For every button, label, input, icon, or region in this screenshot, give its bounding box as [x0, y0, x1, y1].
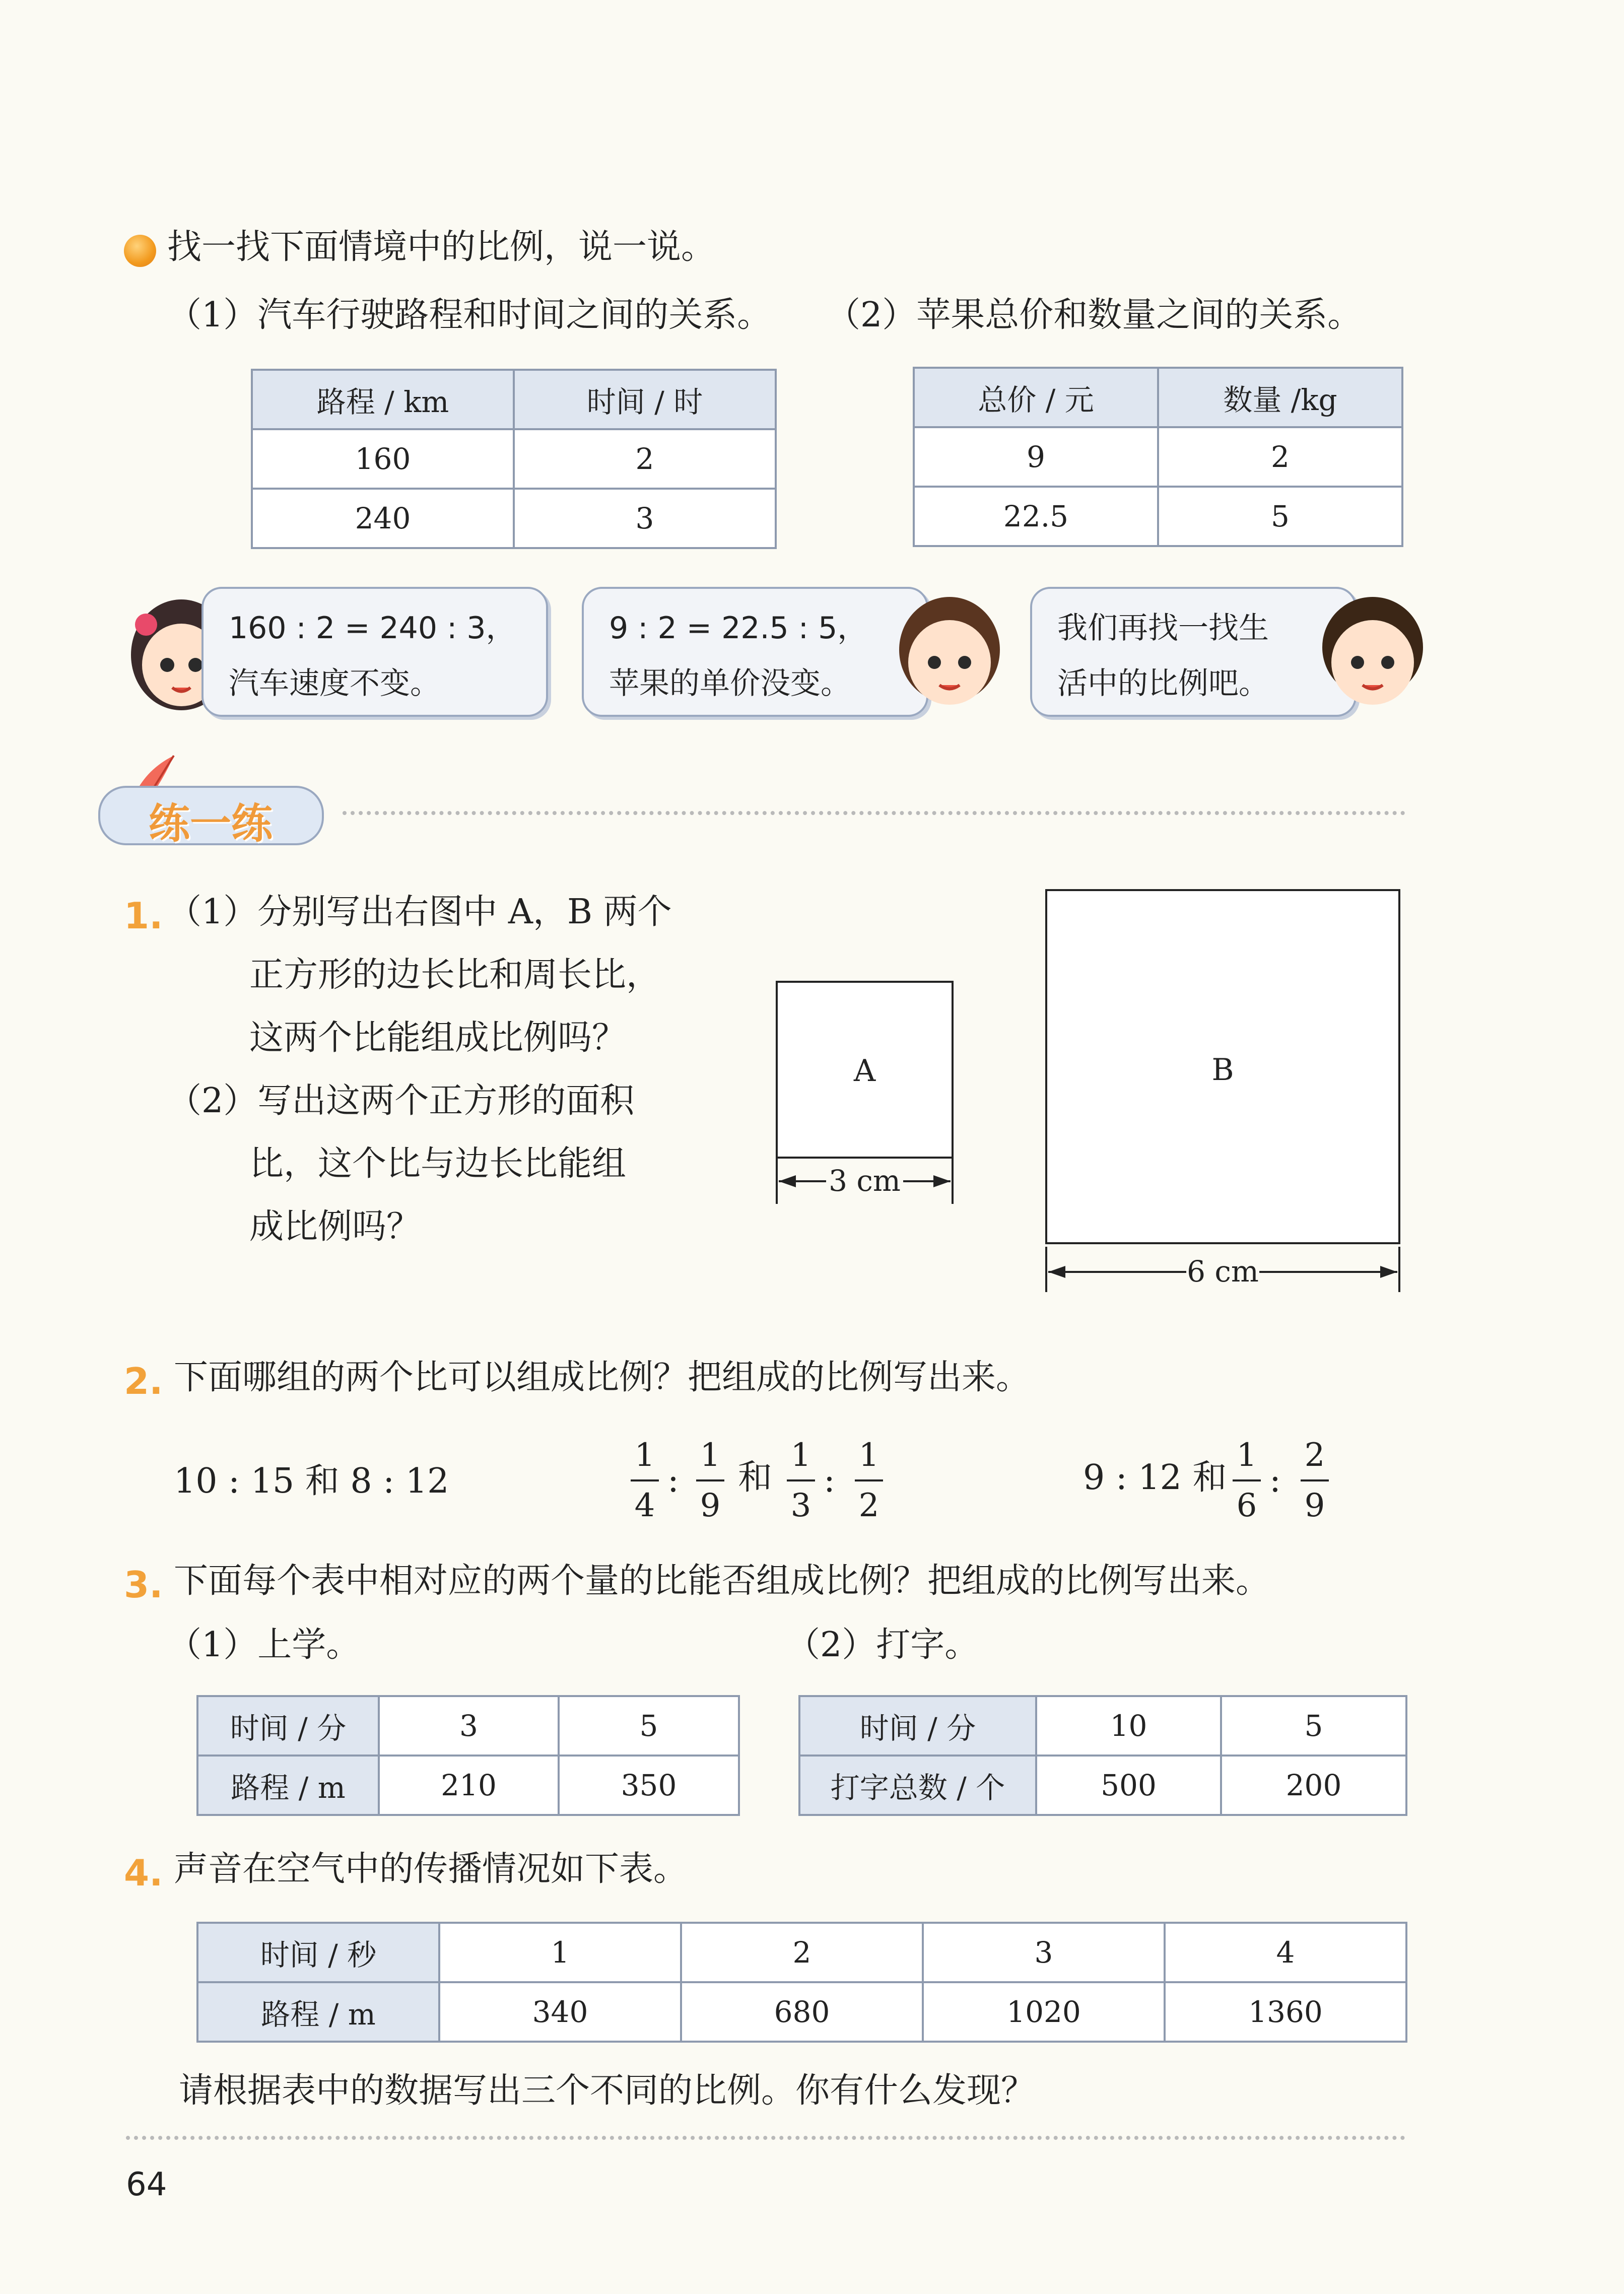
table-cell: 210 [379, 1756, 559, 1815]
exercise-4-question: 请根据表中的数据写出三个不同的比例。你有什么发现？ [179, 2071, 1036, 2111]
numerator: 1 [858, 1437, 879, 1474]
denominator: 2 [858, 1487, 879, 1524]
table-cell: 350 [559, 1756, 739, 1815]
table-cell: 2 [1158, 427, 1402, 487]
row-header: 打字总数 / 个 [799, 1756, 1036, 1815]
table-cell: 5 [1221, 1696, 1406, 1756]
square-a-side-label: 3 cm [829, 1164, 901, 1198]
exercise-1-line: 比，这个比与边长比能组 [249, 1144, 627, 1184]
orange-bullet-icon [124, 235, 156, 267]
fraction [786, 1433, 816, 1528]
denominator: 4 [634, 1487, 655, 1524]
fraction [854, 1433, 884, 1528]
exercise-1-number: 1. [124, 895, 163, 937]
denominator: 9 [700, 1487, 721, 1524]
row-header: 时间 / 秒 [197, 1923, 439, 1982]
table-cell: 4 [1165, 1923, 1406, 1982]
numerator: 1 [790, 1437, 811, 1474]
numerator: 1 [634, 1437, 655, 1474]
exercise-1-line: 正方形的边长比和周长比， [249, 955, 661, 995]
header-total-price: 总价 / 元 [914, 368, 1158, 427]
table-cell: 240 [252, 489, 514, 548]
boy-avatar-icon [892, 592, 1007, 713]
page-number: 64 [126, 2166, 167, 2203]
table-cell: 5 [1158, 487, 1402, 546]
table-cell: 5 [559, 1696, 739, 1756]
denominator: 3 [790, 1487, 811, 1524]
square-a-label: A [853, 1053, 876, 1089]
car-distance-time-table [251, 369, 777, 549]
square-a-dimension [776, 1159, 954, 1204]
table-cell: 1020 [923, 1982, 1165, 2042]
numerator: 2 [1304, 1437, 1325, 1474]
question-2-label: （2）苹果总价和数量之间的关系。 [826, 295, 1362, 335]
table-cell: 200 [1221, 1756, 1406, 1815]
bubble-line: 我们再找一找生 [1057, 611, 1269, 646]
school-time-distance-table [196, 1695, 740, 1816]
square-b-side-label: 6 cm [1187, 1254, 1259, 1289]
ratio-group-1: 10 : 15 和 8 : 12 [174, 1461, 449, 1501]
square-b [1045, 889, 1400, 1244]
apple-price-quantity-table [913, 367, 1403, 547]
square-b-label: B [1211, 1052, 1234, 1088]
fraction [695, 1433, 725, 1528]
header-distance: 路程 / km [252, 370, 514, 429]
row-header: 时间 / 分 [799, 1696, 1036, 1756]
boy-avatar-icon [1315, 592, 1431, 713]
bubble-line: 160 : 2 = 240 : 3， [229, 611, 516, 646]
row-header: 路程 / m [197, 1982, 439, 2042]
colon: : [824, 1460, 835, 1500]
section-header [98, 776, 320, 851]
table-cell: 2 [681, 1923, 923, 1982]
table-cell: 500 [1036, 1756, 1221, 1815]
row-header: 路程 / m [197, 1756, 379, 1815]
bubble-line: 9 : 2 = 22.5 : 5， [609, 611, 868, 646]
fraction [1232, 1433, 1262, 1528]
table-cell: 340 [439, 1982, 681, 2042]
table-cell: 9 [914, 427, 1158, 487]
colon: : [1269, 1460, 1281, 1500]
denominator: 9 [1304, 1487, 1325, 1524]
section-title: 练一练 [149, 800, 273, 848]
exercise-1-line: 成比例吗？ [249, 1207, 421, 1247]
table-cell: 3 [923, 1923, 1165, 1982]
bubble-line: 汽车速度不变。 [229, 666, 440, 701]
question-1-label: （1）汽车行驶路程和时间之间的关系。 [167, 295, 772, 335]
speech-bubble-car [201, 587, 548, 717]
table-cell: 1360 [1165, 1982, 1406, 2042]
exercise-2-text: 下面哪组的两个比可以组成比例？把组成的比例写出来。 [174, 1358, 1031, 1397]
table-cell: 3 [514, 489, 776, 548]
exercise-3-sub-1: （1）上学。 [167, 1625, 361, 1665]
header-quantity: 数量 /kg [1158, 368, 1402, 427]
table-cell: 1 [439, 1923, 681, 1982]
fraction [630, 1433, 660, 1528]
exercise-4-text: 声音在空气中的传播情况如下表。 [174, 1849, 688, 1889]
intro-prompt: 找一找下面情境中的比例，说一说。 [167, 227, 716, 267]
fraction [1300, 1433, 1330, 1528]
exercise-3-sub-2: （2）打字。 [786, 1625, 979, 1665]
table-cell: 680 [681, 1982, 923, 2042]
typing-time-count-table [798, 1695, 1407, 1816]
table-cell: 2 [514, 429, 776, 489]
footer-divider [126, 2136, 1405, 2140]
sound-time-distance-table [196, 1922, 1407, 2043]
exercise-4-number: 4. [124, 1852, 163, 1894]
bubble-line: 苹果的单价没变。 [609, 666, 851, 701]
numerator: 1 [700, 1437, 721, 1474]
table-cell: 22.5 [914, 487, 1158, 546]
table-cell: 10 [1036, 1696, 1221, 1756]
denominator: 6 [1236, 1487, 1257, 1524]
bubble-line: 活中的比例吧。 [1057, 666, 1269, 701]
and-word: 和 [738, 1458, 773, 1498]
ratio-prefix: 9 : 12 和 [1083, 1458, 1227, 1498]
square-b-dimension [1045, 1247, 1400, 1292]
exercise-3-number: 3. [124, 1564, 163, 1606]
header-time: 时间 / 时 [514, 370, 776, 429]
row-header: 时间 / 分 [197, 1696, 379, 1756]
exercise-1-line: （1）分别写出右图中 A，B 两个 [167, 892, 672, 932]
section-divider [343, 811, 1405, 815]
square-a [776, 981, 954, 1159]
exercise-2-number: 2. [124, 1360, 163, 1402]
table-cell: 3 [379, 1696, 559, 1756]
speech-bubble-find-more [1030, 587, 1357, 717]
table-cell: 160 [252, 429, 514, 489]
exercise-1-line: （2）写出这两个正方形的面积 [167, 1081, 635, 1121]
speech-bubble-apple [582, 587, 928, 717]
exercise-3-text: 下面每个表中相对应的两个量的比能否组成比例？把组成的比例写出来。 [174, 1561, 1270, 1601]
numerator: 1 [1236, 1437, 1257, 1474]
exercise-1-line: 这两个比能组成比例吗？ [249, 1018, 627, 1058]
colon: : [667, 1460, 679, 1500]
